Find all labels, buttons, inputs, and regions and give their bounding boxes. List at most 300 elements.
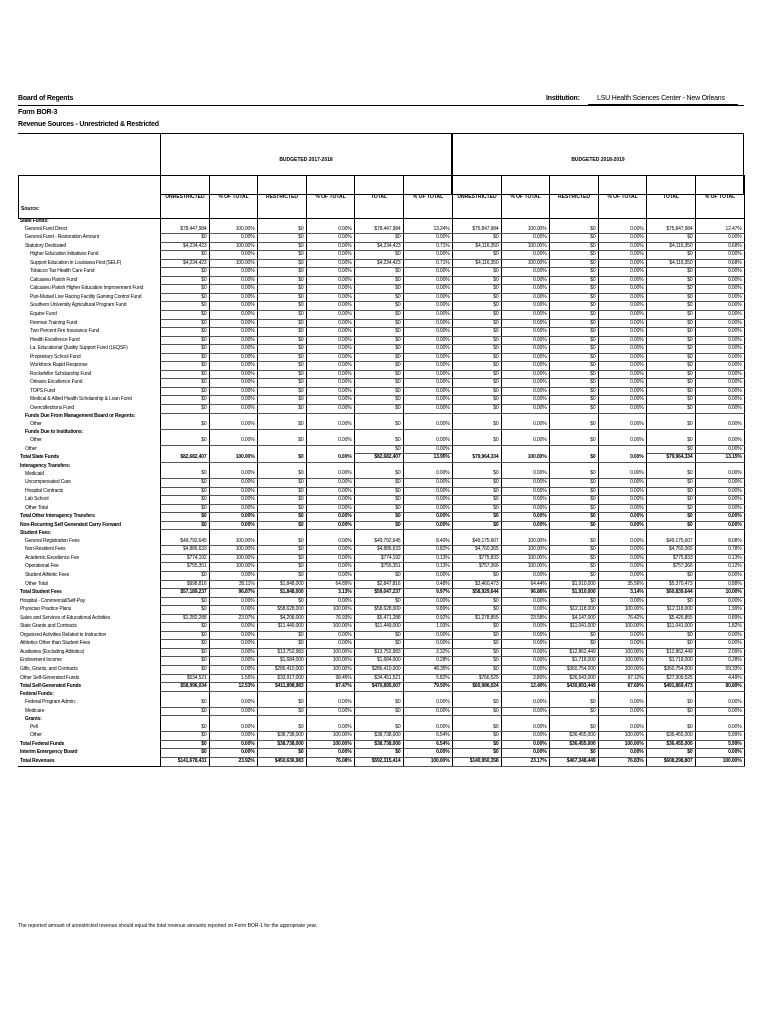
amount-cell: $0	[452, 496, 501, 505]
percent-cell: 0.00%	[695, 405, 744, 414]
amount-cell: $0	[257, 496, 306, 505]
amount-cell: $0	[354, 631, 403, 640]
amount-cell: $0	[549, 640, 598, 649]
amount-cell: $0	[354, 571, 403, 580]
percent-cell: 0.00%	[695, 234, 744, 243]
amount-cell: $0	[549, 259, 598, 268]
amount-cell: $0	[354, 597, 403, 606]
amount-cell: $0	[160, 657, 209, 666]
row-label: Rockefeller Scholarship Fund	[18, 370, 160, 379]
column-headers	[18, 175, 745, 219]
amount-cell: $49,175,607	[646, 538, 695, 546]
percent-cell: 0.00%	[598, 353, 646, 362]
table-row	[18, 437, 744, 445]
percent-cell: 0.00%	[209, 740, 257, 749]
percent-cell: 100.00%	[403, 758, 452, 767]
percent-cell: 0.00%	[695, 487, 744, 496]
amount-cell: $79,964,334	[452, 454, 501, 463]
percent-cell: 0.00%	[501, 268, 549, 277]
percent-cell: 0.00%	[209, 396, 257, 405]
amount-cell: $0	[646, 571, 695, 580]
percent-cell: 0.00%	[695, 285, 744, 294]
percent-cell: 0.00%	[695, 445, 744, 454]
amount-cell: $0	[257, 563, 306, 572]
percent-cell: 59.33%	[695, 665, 744, 674]
percent-cell: 0.00%	[209, 251, 257, 260]
amount-cell: $60,986,024	[452, 683, 501, 692]
table-row	[18, 396, 744, 405]
percent-cell: 0.00%	[695, 276, 744, 285]
section-2018-2019-title: BUDGETED 2018-2019	[571, 157, 625, 163]
percent-cell: 0.28%	[403, 657, 452, 666]
row-label: Other Self-Generated Funds	[18, 674, 160, 683]
amount-cell: $592,315,414	[354, 758, 403, 767]
percent-cell: 96.87%	[209, 589, 257, 598]
amount-cell: $0	[646, 268, 695, 277]
amount-cell: $0	[452, 311, 501, 320]
percent-cell: 0.00%	[403, 302, 452, 311]
amount-cell: $0	[452, 478, 501, 487]
amount-cell: $286,410,000	[257, 665, 306, 674]
amount-cell: $0	[354, 379, 403, 388]
amount-cell: $0	[257, 276, 306, 285]
percent-cell: 13.24%	[403, 226, 452, 234]
amount-cell: $0	[257, 546, 306, 555]
percent-cell: 0.00%	[306, 276, 354, 285]
percent-cell	[403, 716, 452, 724]
amount-cell	[452, 413, 501, 421]
amount-cell: $38,738,000	[257, 732, 306, 741]
percent-cell: 0.00%	[306, 597, 354, 606]
row-label: Sales and Services of Educational Activities	[18, 614, 160, 623]
percent-cell: 100.00%	[598, 606, 646, 615]
percent-cell: 0.00%	[306, 311, 354, 320]
row-label: Overcollections Fund	[18, 405, 160, 414]
row-label: General Fund Direct	[18, 226, 160, 234]
amount-cell: $78,447,984	[160, 226, 209, 234]
amount-cell: $0	[257, 396, 306, 405]
percent-cell: 0.00%	[403, 405, 452, 414]
amount-cell: $0	[452, 749, 501, 758]
row-label: Proprietary School Fund	[18, 353, 160, 362]
percent-cell: 0.00%	[598, 640, 646, 649]
amount-cell: $0	[257, 421, 306, 429]
row-label: La. Educational Quality Support Fund (LEQSF)	[18, 345, 160, 354]
amount-cell: $0	[354, 396, 403, 405]
percent-cell: 0.00%	[501, 732, 549, 741]
table-row	[18, 699, 744, 707]
amount-cell	[549, 445, 598, 454]
amount-cell: $58,628,000	[354, 606, 403, 615]
amount-cell: $0	[646, 379, 695, 388]
table-row	[18, 740, 744, 749]
row-label: Pell	[18, 724, 160, 732]
amount-cell: $0	[257, 521, 306, 530]
percent-cell: 0.00%	[403, 496, 452, 505]
percent-cell: 100.00%	[209, 454, 257, 463]
percent-cell: 0.00%	[598, 293, 646, 302]
percent-cell: 0.00%	[501, 293, 549, 302]
amount-cell: $0	[646, 470, 695, 478]
percent-cell: 12.53%	[209, 683, 257, 692]
amount-cell: $0	[646, 597, 695, 606]
table-row	[18, 429, 744, 437]
percent-cell: 80.89%	[695, 683, 744, 692]
percent-cell: 0.00%	[403, 370, 452, 379]
percent-cell: 100.00%	[306, 665, 354, 674]
amount-cell: $0	[160, 631, 209, 640]
amount-cell: $0	[646, 445, 695, 454]
percent-cell: 0.00%	[598, 454, 646, 463]
percent-cell: 0.00%	[209, 328, 257, 337]
percent-cell: 0.00%	[695, 631, 744, 640]
percent-cell: 0.00%	[501, 487, 549, 496]
amount-cell: $79,964,334	[646, 454, 695, 463]
amount-cell: $0	[646, 749, 695, 758]
col-pct-restricted-2019: % OF TOTAL	[599, 176, 647, 219]
amount-cell: $0	[257, 234, 306, 243]
amount-cell: $0	[160, 421, 209, 429]
amount-cell: $0	[549, 379, 598, 388]
percent-cell	[695, 716, 744, 724]
amount-cell: $0	[452, 623, 501, 632]
row-label: Non-Resident Fees	[18, 546, 160, 555]
amount-cell: $2,847,816	[354, 580, 403, 589]
row-label: Total State Funds	[18, 454, 160, 463]
percent-cell: 0.00%	[306, 379, 354, 388]
row-label: Other Total	[18, 580, 160, 589]
percent-cell: 0.00%	[501, 665, 549, 674]
percent-cell: 0.00%	[598, 251, 646, 260]
percent-cell: 100.00%	[209, 546, 257, 555]
percent-cell: 0.00%	[695, 513, 744, 522]
amount-cell: $0	[549, 554, 598, 563]
amount-cell: $4,116,350	[646, 259, 695, 268]
table-row	[18, 353, 744, 362]
percent-cell: 0.00%	[209, 421, 257, 429]
amount-cell: $3,460,473	[452, 580, 501, 589]
amount-cell: $0	[646, 336, 695, 345]
percent-cell: 0.00%	[306, 226, 354, 234]
amount-cell: $34,451,521	[354, 674, 403, 683]
percent-cell: 0.00%	[695, 302, 744, 311]
percent-cell: 64.89%	[306, 580, 354, 589]
amount-cell: $0	[452, 370, 501, 379]
amount-cell: $0	[549, 437, 598, 445]
percent-cell: 0.00%	[501, 379, 549, 388]
percent-cell: 0.00%	[403, 293, 452, 302]
amount-cell: $0	[160, 749, 209, 758]
percent-cell: 0.00%	[501, 336, 549, 345]
percent-cell: 0.00%	[501, 504, 549, 513]
percent-cell: 64.44%	[501, 580, 549, 589]
percent-cell: 0.00%	[403, 396, 452, 405]
amount-cell: $1,910,000	[549, 589, 598, 598]
percent-cell: 6.54%	[403, 740, 452, 749]
amount-cell: $36,455,000	[646, 732, 695, 741]
percent-cell: 0.00%	[209, 657, 257, 666]
amount-cell: $470,895,007	[354, 683, 403, 692]
percent-cell: 0.71%	[403, 259, 452, 268]
col-restricted-2018: RESTRICTED	[258, 176, 307, 219]
amount-cell: $0	[452, 707, 501, 716]
amount-cell	[452, 691, 501, 699]
amount-cell: $0	[257, 597, 306, 606]
percent-cell: 0.00%	[306, 293, 354, 302]
row-label: Other Total	[18, 504, 160, 513]
amount-cell: $0	[452, 657, 501, 666]
amount-cell: $0	[646, 631, 695, 640]
row-label: Other	[18, 437, 160, 445]
percent-cell: 100.00%	[209, 226, 257, 234]
percent-cell: 3.14%	[598, 589, 646, 598]
amount-cell	[549, 530, 598, 538]
amount-cell: $0	[354, 285, 403, 294]
percent-cell: 96.86%	[501, 589, 549, 598]
percent-cell	[403, 413, 452, 421]
amount-cell: $57,189,237	[160, 589, 209, 598]
percent-cell: 0.00%	[501, 623, 549, 632]
percent-cell: 0.00%	[209, 345, 257, 354]
percent-cell: 0.00%	[695, 597, 744, 606]
amount-cell: $5,426,855	[646, 614, 695, 623]
percent-cell: 0.00%	[306, 707, 354, 716]
amount-cell: $0	[646, 496, 695, 505]
amount-cell: $0	[452, 521, 501, 530]
amount-cell: $450,636,983	[257, 758, 306, 767]
row-label: Calcasieu Parish Higher Education Improvement Fund	[18, 285, 160, 294]
amount-cell	[160, 691, 209, 699]
percent-cell: 0.00%	[695, 707, 744, 716]
row-label: Organized Activities Related to Instruction	[18, 631, 160, 640]
percent-cell: 0.00%	[403, 328, 452, 337]
percent-cell	[501, 462, 549, 470]
percent-cell: 0.00%	[306, 242, 354, 251]
percent-cell: 100.00%	[598, 657, 646, 666]
percent-cell: 0.00%	[209, 513, 257, 522]
table-row	[18, 387, 744, 396]
row-label: Funds Due From Management Board or Regents:	[18, 413, 160, 421]
table-row	[18, 724, 744, 732]
row-label: Student Fees:	[18, 530, 160, 538]
amount-cell: $0	[549, 370, 598, 379]
amount-cell: $0	[257, 336, 306, 345]
percent-cell: 5.99%	[695, 732, 744, 741]
percent-cell: 100.00%	[598, 740, 646, 749]
percent-cell: 3.13%	[306, 589, 354, 598]
amount-cell: $0	[549, 478, 598, 487]
amount-cell: $0	[257, 478, 306, 487]
amount-cell: $0	[354, 370, 403, 379]
section-2017-2018-title: BUDGETED 2017-2018	[279, 157, 333, 163]
percent-cell	[403, 218, 452, 226]
amount-cell: $0	[160, 665, 209, 674]
amount-cell: $0	[354, 521, 403, 530]
amount-cell: $0	[646, 405, 695, 414]
amount-cell: $0	[452, 362, 501, 371]
percent-cell: 0.00%	[501, 606, 549, 615]
amount-cell: $0	[549, 328, 598, 337]
table-row	[18, 691, 744, 699]
percent-cell: 0.00%	[209, 387, 257, 396]
amount-cell: $0	[549, 513, 598, 522]
amount-cell: $0	[549, 336, 598, 345]
row-label: General Fund - Restoration Amount	[18, 234, 160, 243]
amount-cell	[354, 691, 403, 699]
percent-cell: 0.00%	[501, 724, 549, 732]
percent-cell: 0.00%	[209, 405, 257, 414]
amount-cell: $0	[646, 707, 695, 716]
percent-cell: 0.00%	[403, 504, 452, 513]
col-total-2019: TOTAL	[647, 176, 696, 219]
percent-cell: 0.00%	[501, 387, 549, 396]
amount-cell: $0	[257, 699, 306, 707]
amount-cell: $0	[452, 487, 501, 496]
amount-cell: $4,760,365	[452, 546, 501, 555]
percent-cell: 0.00%	[501, 631, 549, 640]
row-label: Total Student Fees	[18, 589, 160, 598]
percent-cell: 0.00%	[598, 538, 646, 546]
amount-cell: $27,309,525	[646, 674, 695, 683]
percent-cell: 0.00%	[695, 311, 744, 320]
percent-cell: 100.00%	[598, 732, 646, 741]
amount-cell: $11,449,000	[257, 623, 306, 632]
percent-cell	[598, 429, 646, 437]
percent-cell: 76.42%	[598, 614, 646, 623]
percent-cell	[209, 716, 257, 724]
amount-cell	[452, 218, 501, 226]
percent-cell: 100.00%	[306, 623, 354, 632]
amount-cell: $0	[549, 362, 598, 371]
percent-cell: 35.56%	[598, 580, 646, 589]
table-row	[18, 683, 744, 692]
amount-cell	[160, 218, 209, 226]
percent-cell: 100.00%	[695, 758, 744, 767]
percent-cell	[306, 429, 354, 437]
percent-cell: 0.00%	[306, 345, 354, 354]
amount-cell: $58,929,644	[452, 589, 501, 598]
table-row	[18, 580, 744, 589]
percent-cell: 23.58%	[501, 614, 549, 623]
amount-cell: $360,754,000	[549, 665, 598, 674]
row-label: Operational Fee	[18, 563, 160, 572]
amount-cell: $0	[257, 251, 306, 260]
row-label: Physician Practice Plans	[18, 606, 160, 615]
percent-cell: 100.00%	[306, 732, 354, 741]
row-label: Auxiliaries (Excluding Athletics)	[18, 648, 160, 657]
amount-cell: $775,833	[452, 554, 501, 563]
amount-cell: $0	[354, 251, 403, 260]
row-label: Gifts, Grants, and Contracts	[18, 665, 160, 674]
amount-cell: $0	[452, 268, 501, 277]
amount-cell	[646, 530, 695, 538]
percent-cell	[598, 716, 646, 724]
amount-cell	[549, 413, 598, 421]
table-row	[18, 226, 744, 234]
amount-cell: $4,234,423	[160, 259, 209, 268]
percent-cell: 0.00%	[306, 259, 354, 268]
amount-cell: $0	[160, 496, 209, 505]
amount-cell: $0	[257, 707, 306, 716]
percent-cell: 0.00%	[598, 311, 646, 320]
percent-cell: 0.00%	[501, 234, 549, 243]
row-label: Uncompensated Care	[18, 478, 160, 487]
amount-cell: $0	[549, 234, 598, 243]
row-label: Fireman Training Fund	[18, 319, 160, 328]
percent-cell: 0.00%	[306, 554, 354, 563]
percent-cell	[306, 462, 354, 470]
amount-cell: $13,752,983	[257, 648, 306, 657]
amount-cell: $0	[549, 268, 598, 277]
percent-cell: 0.00%	[209, 293, 257, 302]
percent-cell: 9.89%	[403, 606, 452, 615]
form-id: Form BOR-3	[18, 109, 58, 116]
amount-cell: $0	[160, 345, 209, 354]
percent-cell	[209, 413, 257, 421]
percent-cell: 0.00%	[403, 276, 452, 285]
col-source: Source:	[19, 176, 161, 219]
amount-cell: $0	[257, 571, 306, 580]
percent-cell: 0.00%	[209, 470, 257, 478]
percent-cell: 0.00%	[598, 699, 646, 707]
percent-cell: 0.00%	[695, 293, 744, 302]
amount-cell: $0	[160, 521, 209, 530]
table-row	[18, 496, 744, 505]
amount-cell: $0	[257, 328, 306, 337]
percent-cell: 0.68%	[695, 259, 744, 268]
col-pct-unrestricted-2019: % OF TOTAL	[502, 176, 550, 219]
percent-cell: 0.00%	[209, 640, 257, 649]
percent-cell: 100.00%	[209, 563, 257, 572]
percent-cell: 0.00%	[598, 336, 646, 345]
amount-cell: $0	[452, 665, 501, 674]
col-unrestricted-2018: UNRESTRICTED	[161, 176, 210, 219]
percent-cell: 0.00%	[598, 707, 646, 716]
amount-cell: $0	[646, 478, 695, 487]
amount-cell: $0	[160, 487, 209, 496]
percent-cell: 0.00%	[695, 437, 744, 445]
amount-cell: $0	[257, 538, 306, 546]
amount-cell: $0	[257, 470, 306, 478]
percent-cell: 0.00%	[501, 353, 549, 362]
amount-cell: $4,886,633	[160, 546, 209, 555]
row-label: Equine Fund	[18, 311, 160, 320]
amount-cell: $0	[160, 478, 209, 487]
amount-cell: $0	[257, 319, 306, 328]
percent-cell: 0.00%	[695, 640, 744, 649]
percent-cell: 100.00%	[306, 606, 354, 615]
percent-cell	[403, 530, 452, 538]
percent-cell: 0.00%	[598, 521, 646, 530]
table-row	[18, 648, 744, 657]
percent-cell: 0.00%	[695, 699, 744, 707]
amount-cell: $1,278,855	[452, 614, 501, 623]
percent-cell: 100.00%	[501, 546, 549, 555]
org-name: Board of Regents	[18, 95, 74, 102]
percent-cell	[501, 530, 549, 538]
amount-cell: $0	[646, 293, 695, 302]
table-row	[18, 379, 744, 388]
amount-cell: $4,147,000	[549, 614, 598, 623]
percent-cell: 0.00%	[403, 362, 452, 371]
row-label: General Registration Fees	[18, 538, 160, 546]
percent-cell: 0.00%	[209, 234, 257, 243]
percent-cell: 0.00%	[501, 478, 549, 487]
table-row	[18, 571, 744, 580]
percent-cell: 0.00%	[209, 336, 257, 345]
amount-cell: $5,370,473	[646, 580, 695, 589]
amount-cell: $0	[257, 370, 306, 379]
